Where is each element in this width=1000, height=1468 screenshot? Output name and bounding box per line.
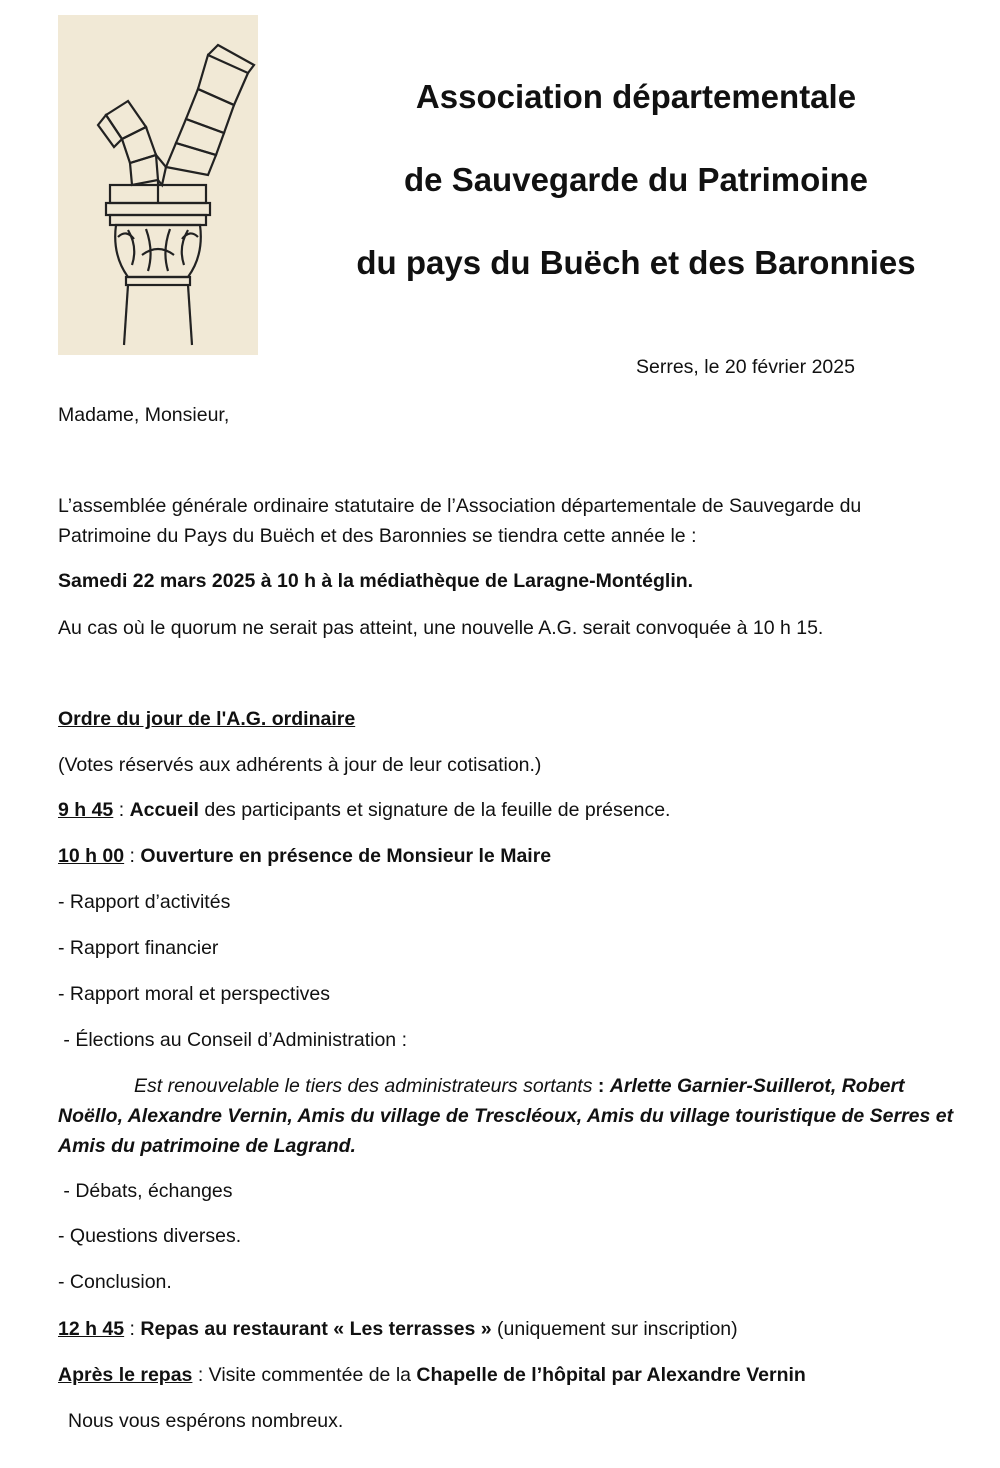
title-line-1: Association départementale (415, 78, 857, 115)
agenda-item: - Conclusion. (58, 1271, 172, 1293)
agenda-item-title: Accueil (129, 799, 199, 821)
agenda-item: - Rapport d’activités (58, 891, 231, 913)
agenda-time: 10 h 00 (58, 845, 125, 867)
agenda-item-title: Repas au restaurant « Les terrasses » (140, 1318, 492, 1340)
agenda-item: - Rapport financier (58, 937, 219, 959)
intro-paragraph: L’assemblée générale ordinaire statutaire de l’Association départementale de Sauvegarde du Patrimoine du Pays du Buëch et des Baronnies se tiendra cette année le : (58, 495, 862, 547)
agenda-item-detail: (uniquement sur inscription) (491, 1318, 738, 1340)
agenda-item: - Élections au Conseil d’Administration : (58, 1029, 407, 1051)
agenda-opening (58, 845, 551, 868)
agenda-welcome (58, 799, 670, 822)
agenda-item: - Rapport moral et perspectives (58, 983, 331, 1005)
agenda-time: 9 h 45 (58, 799, 114, 821)
agenda-time: 12 h 45 (58, 1318, 125, 1340)
agenda-heading: Ordre du jour de l'A.G. ordinaire (58, 708, 356, 730)
title-line-2: de Sauvegarde du Patrimoine (404, 161, 868, 198)
title-line-3: du pays du Buëch et des Baronnies (356, 244, 916, 281)
separator: : (592, 1075, 610, 1097)
renewal-names: Arlette Garnier-Suillerot, Robert Noëllo, Alexandre Vernin, Amis du village de Trescléoux, Amis du village touristique de Serres et Amis du patrimoine de Lagrand. (58, 1075, 954, 1157)
separator: : (124, 1318, 141, 1340)
agenda-item-title: Ouverture en présence de Monsieur le Maire (140, 845, 552, 867)
agenda-item-detail: : Visite commentée de la (192, 1364, 417, 1386)
agenda-meal (58, 1318, 738, 1341)
agenda-item: - Débats, échanges (58, 1180, 233, 1202)
closing-line: Nous vous espérons nombreux. (68, 1410, 344, 1432)
agenda-item-title: Chapelle de l’hôpital par Alexandre Vernin (416, 1364, 806, 1386)
votes-note: (Votes réservés aux adhérents à jour de leur cotisation.) (58, 754, 542, 776)
separator: : (113, 799, 130, 821)
renewal-intro: Est renouvelable le tiers des administrateurs sortants (134, 1075, 593, 1097)
association-logo (58, 15, 258, 355)
agenda-item-detail: des participants et signature de la feuille de présence. (198, 799, 671, 821)
agenda-item: - Questions diverses. (58, 1225, 242, 1247)
separator: : (124, 845, 141, 867)
meeting-date: Samedi 22 mars 2025 à 10 h à la médiathèque de Laragne-Montéglin. (58, 570, 694, 592)
salutation: Madame, Monsieur, (58, 404, 230, 426)
place-date: Serres, le 20 février 2025 (636, 356, 855, 378)
agenda-visit (58, 1364, 806, 1387)
agenda-time: Après le repas (58, 1364, 193, 1386)
quorum-note: Au cas où le quorum ne serait pas atteint, une nouvelle A.G. serait convoquée à 10 h 15. (58, 617, 824, 639)
renewal-paragraph (58, 1071, 958, 1161)
column-capital-icon (58, 15, 258, 355)
